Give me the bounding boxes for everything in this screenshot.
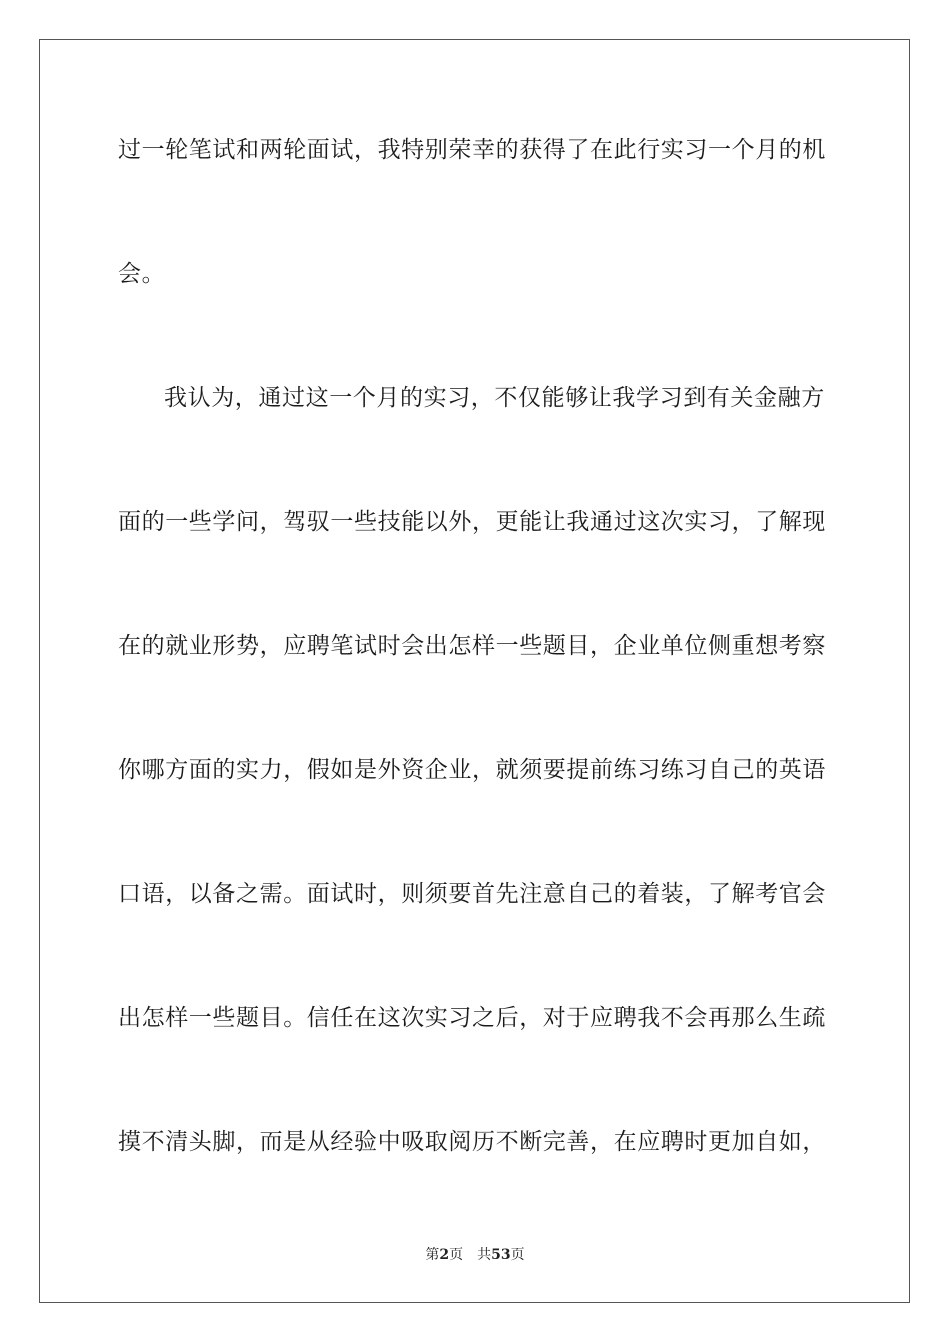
page-suffix: 页 xyxy=(449,1247,464,1263)
paragraph-line-8: 出怎样一些题目。信任在这次实习之后，对于应聘我不会再那么生疏 xyxy=(118,1005,826,1031)
paragraph-line-5: 在的就业形势，应聘笔试时会出怎样一些题目，企业单位侧重想考察 xyxy=(118,633,826,659)
page-number: 2 xyxy=(439,1247,450,1263)
paragraph-line-6: 你哪方面的实力，假如是外资企业，就须要提前练习练习自己的英语 xyxy=(118,757,826,783)
paragraph-line-3: 我认为，通过这一个月的实习，不仅能够让我学习到有关金融方 xyxy=(164,385,825,411)
paragraph-line-4: 面的一些学问，驾驭一些技能以外，更能让我通过这次实习，了解现 xyxy=(118,509,826,535)
paragraph-line-2: 会。 xyxy=(118,261,166,287)
total-suffix: 页 xyxy=(510,1247,525,1263)
paragraph-line-9: 摸不清头脚，而是从经验中吸取阅历不断完善，在应聘时更加自如， xyxy=(118,1129,826,1155)
page-border xyxy=(39,39,910,1303)
paragraph-line-1: 过一轮笔试和两轮面试，我特别荣幸的获得了在此行实习一个月的机 xyxy=(118,137,826,163)
page-footer xyxy=(0,1246,950,1264)
total-prefix: 共 xyxy=(477,1247,492,1263)
total-pages: 53 xyxy=(491,1247,511,1263)
page-prefix: 第 xyxy=(425,1247,440,1263)
paragraph-line-7: 口语，以备之需。面试时，则须要首先注意自己的着装，了解考官会 xyxy=(118,881,826,907)
